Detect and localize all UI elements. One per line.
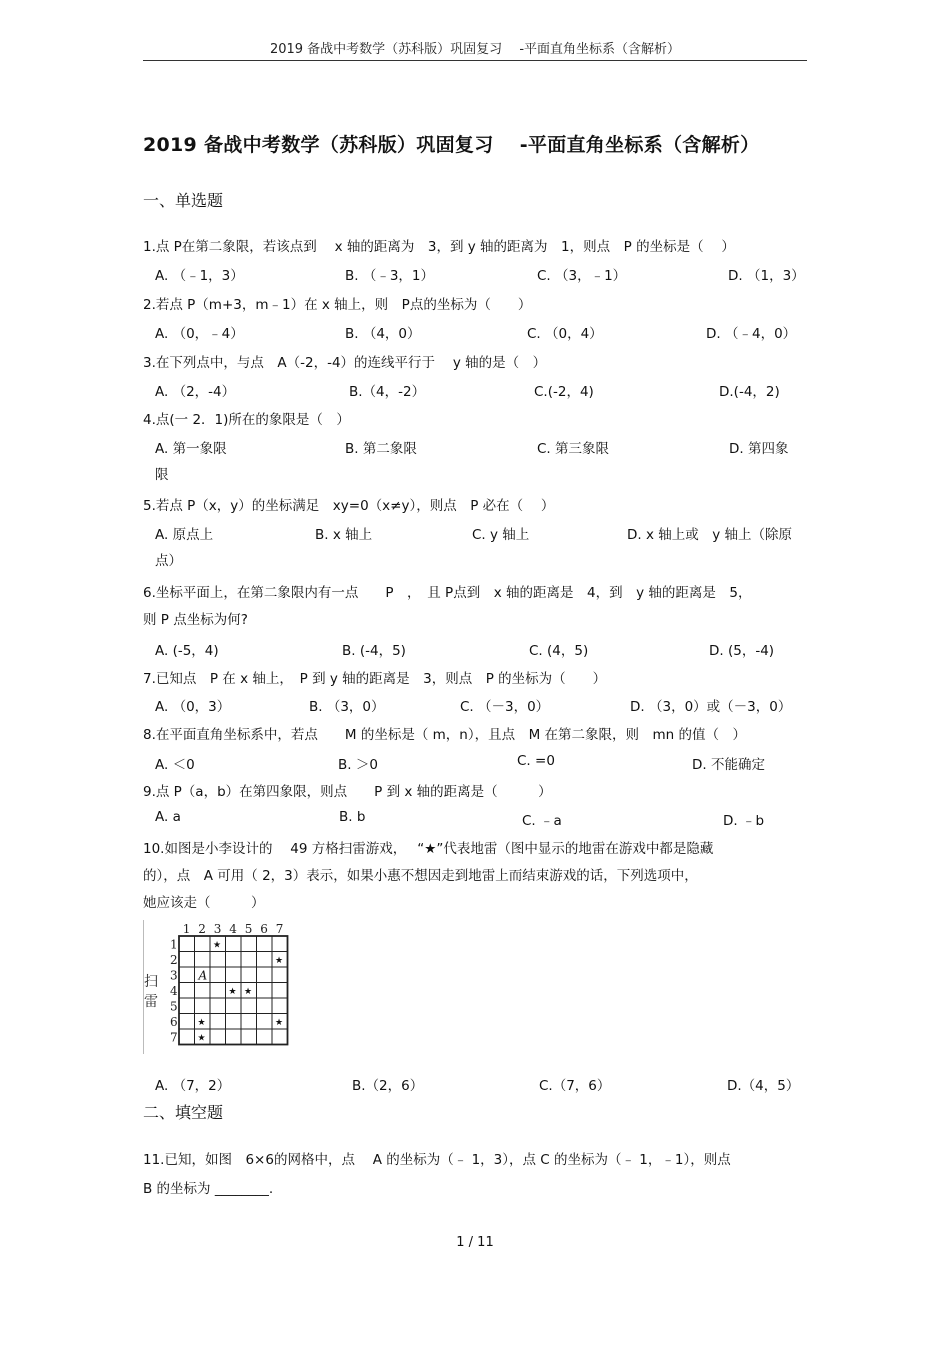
column-label: 5 <box>244 922 253 936</box>
grid-cell <box>195 952 211 968</box>
minesweeper-grid-figure <box>143 920 293 1058</box>
grid-cell <box>210 967 226 983</box>
section-heading-fill-blank: 二、填空题 <box>143 1103 224 1122</box>
grid-cell <box>226 952 242 968</box>
question-10: 10.如图是小李设计的 49 方格扫雷游戏， “★”代表地雷（图中显示的地雷在游戏中都是隐藏 <box>143 841 714 857</box>
q2-option-c: C. （0，4） <box>527 326 603 342</box>
grid-cell <box>272 998 288 1014</box>
column-label: 4 <box>229 922 237 936</box>
q1-option-d: D. （1，3） <box>728 268 805 284</box>
row-label: 2 <box>170 953 178 967</box>
grid-cell <box>257 998 273 1014</box>
question-7: 7.已知点 P 在 x 轴上， P 到 y 轴的距离是 3，则点 P 的坐标为（ ） <box>143 671 607 687</box>
grid-cell <box>257 983 273 999</box>
grid-cell <box>210 1014 226 1030</box>
grid-cell <box>257 1029 273 1045</box>
grid-cell <box>226 1029 242 1045</box>
question-2: 2.若点 P（m+3，m﹣1）在 x 轴上，则 P点的坐标为（ ） <box>143 297 532 313</box>
q4-option-c: C. 第三象限 <box>537 441 610 457</box>
mine-star-icon: ★ <box>197 1018 206 1028</box>
grid-cell <box>179 952 195 968</box>
question-10-line-2: 的），点 A 可用（ 2，3）表示，如果小惠不想因走到地雷上而结束游戏的话，下列选项中， <box>143 868 698 884</box>
q4-option-b: B. 第二象限 <box>345 441 417 457</box>
grid-cell <box>272 1029 288 1045</box>
running-header: 2019 备战中考数学（苏科版）巩固复习 -平面直角坐标系（含解析） <box>269 42 681 57</box>
header-divider <box>143 60 807 61</box>
q3-option-c: C.(-2，4) <box>534 384 594 400</box>
q6-option-c: C. (4，5) <box>529 643 589 659</box>
grid-cell <box>272 936 288 952</box>
q1-option-c: C. （3，﹣1） <box>537 268 627 284</box>
q1-option-a: A. （﹣1，3） <box>155 268 244 284</box>
q9-option-a: A. a <box>155 809 181 825</box>
q5-option-d-wrap: 点） <box>155 553 182 569</box>
grid-cell <box>241 1014 257 1030</box>
question-11: 11.已知，如图 6×6的网格中，点 A 的坐标为（﹣ 1，3），点 C 的坐标为（﹣ 1，﹣1），则点 <box>143 1152 731 1168</box>
q6-option-a: A. (-5，4) <box>155 643 219 659</box>
q3-option-a: A. （2，-4） <box>155 384 236 400</box>
grid-cell <box>179 967 195 983</box>
question-1: 1.点 P在第二象限，若该点到 x 轴的距离为 3，到 y 轴的距离为 1，则点 P 的坐标是（ ） <box>143 239 735 255</box>
grid-cell <box>226 936 242 952</box>
question-3: 3.在下列点中，与点 A（-2，-4）的连线平行于 y 轴的是（ ） <box>143 355 547 371</box>
q10-option-b: B.（2，6） <box>352 1078 424 1094</box>
grid-cell <box>179 983 195 999</box>
q7-option-c: C. （－3，0） <box>460 699 550 715</box>
figure-side-label-1: 扫 <box>144 974 158 990</box>
q5-option-d: D. x 轴上或 y 轴上（除原 <box>627 527 793 543</box>
question-11-line-2: B 的坐标为 ________. <box>143 1181 274 1197</box>
grid-cell <box>241 936 257 952</box>
grid-cell <box>241 1029 257 1045</box>
column-label: 6 <box>260 922 268 936</box>
document-title: 2019 备战中考数学（苏科版）巩固复习 -平面直角坐标系（含解析） <box>143 134 760 156</box>
q5-option-b: B. x 轴上 <box>315 527 373 543</box>
grid-cell <box>226 998 242 1014</box>
column-label: 7 <box>275 922 284 936</box>
figure-side-label-2: 雷 <box>144 994 158 1010</box>
q6-option-b: B. (-4，5) <box>342 643 406 659</box>
grid-cell <box>210 1029 226 1045</box>
q4-option-d: D. 第四象 <box>729 441 789 457</box>
mine-star-icon: ★ <box>244 987 253 997</box>
grid-cell <box>210 998 226 1014</box>
row-label: 6 <box>170 1015 178 1029</box>
q5-option-c: C. y 轴上 <box>472 527 530 543</box>
point-a-label: A <box>198 968 208 983</box>
mine-star-icon: ★ <box>197 1033 206 1044</box>
grid-cells <box>170 922 288 1045</box>
row-label: 7 <box>170 1030 178 1045</box>
q4-option-a: A. 第一象限 <box>155 441 227 457</box>
grid-cell <box>179 1014 195 1030</box>
q10-option-d: D.（4，5） <box>727 1078 800 1094</box>
grid-cell <box>179 1029 195 1045</box>
column-label: 3 <box>213 922 222 936</box>
grid-cell <box>195 983 211 999</box>
q5-option-a: A. 原点上 <box>155 527 214 543</box>
section-heading-single-choice: 一、单选题 <box>143 191 224 210</box>
grid-cell <box>226 967 242 983</box>
row-label: 3 <box>170 968 178 983</box>
q3-option-d: D.(-4，2) <box>719 384 780 400</box>
q1-option-b: B. （﹣3，1） <box>345 268 435 284</box>
grid-cell <box>272 967 288 983</box>
page-number: 1 / 11 <box>456 1235 494 1250</box>
question-6: 6.坐标平面上，在第二象限内有一点 P ， 且 P点到 x 轴的距离是 4，到 y 轴的距离是 5， <box>143 585 752 601</box>
q8-option-d: D. 不能确定 <box>692 757 765 773</box>
mine-star-icon: ★ <box>275 1018 284 1028</box>
row-label: 1 <box>170 937 178 952</box>
grid-cell <box>241 967 257 983</box>
q2-option-a: A. （0，﹣4） <box>155 326 244 342</box>
grid-cell <box>241 952 257 968</box>
q2-option-d: D. （﹣4，0） <box>706 326 797 342</box>
grid-cell <box>179 998 195 1014</box>
column-label: 1 <box>182 922 191 936</box>
column-label: 2 <box>198 922 206 936</box>
row-label: 4 <box>170 984 178 998</box>
q9-option-c: C. ﹣a <box>522 813 562 829</box>
grid-cell <box>257 1014 273 1030</box>
question-5: 5.若点 P（x，y）的坐标满足 xy=0（x≠y），则点 P 必在（ ） <box>143 498 555 514</box>
q2-option-b: B. （4，0） <box>345 326 421 342</box>
q8-option-b: B. ＞0 <box>338 757 378 773</box>
q7-option-a: A. （0，3） <box>155 699 231 715</box>
grid-cell <box>179 936 195 952</box>
question-8: 8.在平面直角坐标系中，若点 M 的坐标是（ m，n），且点 M 在第二象限，则 mn 的值（ ） <box>143 727 747 743</box>
grid-cell <box>257 936 273 952</box>
row-label: 5 <box>170 999 178 1014</box>
q8-option-c: C. =0 <box>517 753 555 769</box>
grid-cell <box>195 936 211 952</box>
q8-option-a: A. ＜0 <box>155 757 195 773</box>
q10-option-c: C.（7，6） <box>539 1078 611 1094</box>
mine-star-icon: ★ <box>228 987 237 997</box>
q9-option-d: D. ﹣b <box>723 813 765 829</box>
grid-cell <box>257 967 273 983</box>
question-6-line-2: 则 P 点坐标为何? <box>143 612 248 628</box>
grid-cell <box>195 998 211 1014</box>
question-10-line-3: 她应该走（ ） <box>143 895 265 911</box>
q6-option-d: D. (5，-4) <box>709 643 775 659</box>
grid-cell <box>257 952 273 968</box>
q4-option-d-wrap: 限 <box>155 467 169 483</box>
mine-star-icon: ★ <box>275 956 284 966</box>
q9-option-b: B. b <box>339 809 366 825</box>
q10-option-a: A. （7，2） <box>155 1078 231 1094</box>
question-9: 9.点 P（a，b）在第四象限，则点 P 到 x 轴的距离是（ ） <box>143 784 552 800</box>
grid-cell <box>210 952 226 968</box>
grid-cell <box>241 998 257 1014</box>
q7-option-d: D. （3，0）或（－3，0） <box>630 699 792 715</box>
grid-cell <box>226 1014 242 1030</box>
question-4: 4.点(一 2．1)所在的象限是（ ） <box>143 412 350 428</box>
grid-cell <box>272 983 288 999</box>
mine-star-icon: ★ <box>213 940 222 951</box>
q3-option-b: B.（4，-2） <box>349 384 426 400</box>
grid-cell <box>210 983 226 999</box>
q7-option-b: B. （3，0） <box>309 699 385 715</box>
